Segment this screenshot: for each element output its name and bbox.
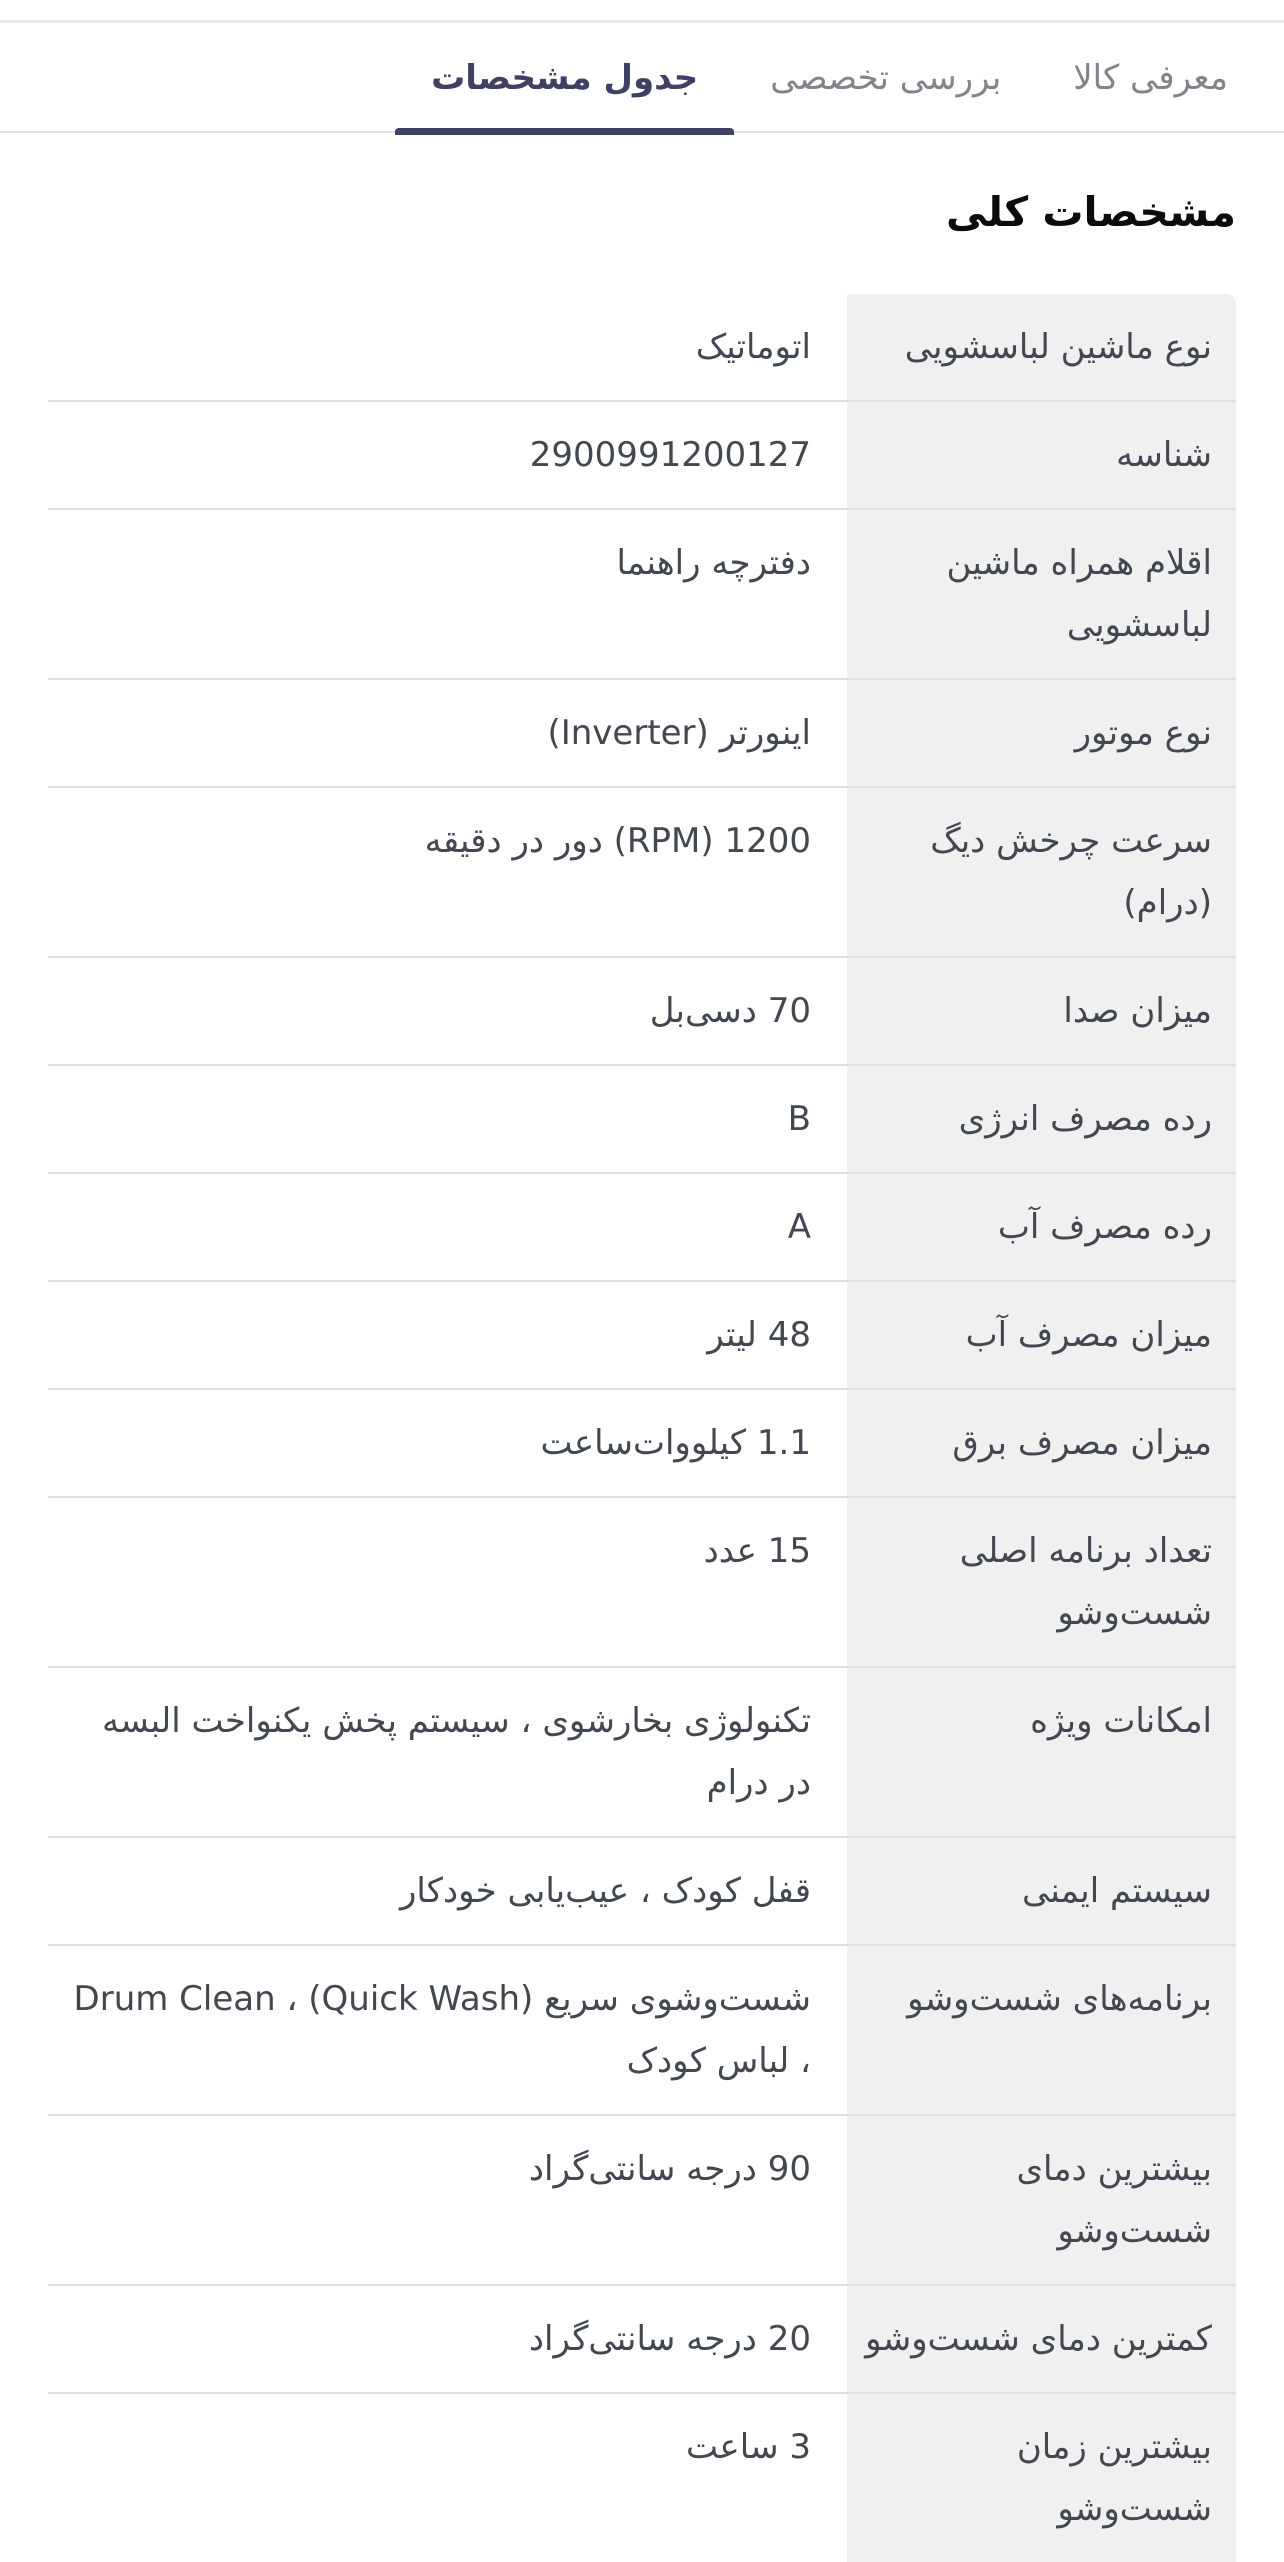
spec-key: شناسه [847, 402, 1236, 508]
spec-value: 90 درجه سانتی‌گراد [528, 2149, 811, 2189]
tab-expert-review[interactable]: بررسی تخصصی [770, 58, 1002, 98]
specifications-table [48, 294, 1236, 2562]
spec-row [48, 1838, 1236, 1946]
spec-value: 2900991200127 [529, 435, 811, 475]
spec-row [48, 788, 1236, 958]
spec-value: اتوماتیک [695, 327, 811, 367]
spec-value: 15 عدد [703, 1531, 811, 1571]
spec-row [48, 2286, 1236, 2394]
spec-row [48, 2394, 1236, 2562]
spec-value: 1200 (RPM) دور در دقیقه [424, 821, 811, 861]
spec-value: اینورتر (Inverter) [547, 713, 811, 753]
product-tabs [0, 23, 1284, 133]
spec-value: 48 لیتر [707, 1315, 811, 1355]
spec-row [48, 510, 1236, 680]
spec-key: سرعت چرخش دیگ (درام) [847, 788, 1236, 956]
spec-row [48, 1498, 1236, 1668]
spec-value: A [787, 1207, 811, 1247]
spec-key: کمترین دمای شست‌وشو [847, 2286, 1236, 2392]
spec-row [48, 680, 1236, 788]
spec-key: اقلام همراه ماشین لباسشویی [847, 510, 1236, 678]
spec-value: قفل کودک ، عیب‌یابی خودکار [400, 1871, 811, 1911]
spec-value: 3 ساعت [686, 2427, 811, 2467]
spec-row [48, 1066, 1236, 1174]
spec-key: امکانات ویژه [847, 1668, 1236, 1836]
spec-value: 20 درجه سانتی‌گراد [528, 2319, 811, 2359]
spec-value: دفترچه راهنما [616, 543, 811, 583]
spec-row [48, 1946, 1236, 2116]
spec-key: نوع موتور [847, 680, 1236, 786]
tab-product-intro[interactable]: معرفی کالا [1073, 58, 1228, 98]
spec-key: تعداد برنامه اصلی شست‌وشو [847, 1498, 1236, 1666]
spec-row [48, 2116, 1236, 2286]
spec-value: 70 دسی‌بل [649, 991, 811, 1031]
spec-key: بیشترین دمای شست‌وشو [847, 2116, 1236, 2284]
spec-value: شست‌وشوی سریع (Quick Wash) ، Drum Clean ، لباس کودک [73, 1979, 811, 2081]
spec-row [48, 1668, 1236, 1838]
spec-key: برنامه‌های شست‌وشو [847, 1946, 1236, 2114]
spec-key: نوع ماشین لباسشویی [847, 294, 1236, 400]
spec-key: بیشترین زمان شست‌وشو [847, 2394, 1236, 2562]
spec-row [48, 1282, 1236, 1390]
spec-key: میزان مصرف آب [847, 1282, 1236, 1388]
spec-key: رده مصرف آب [847, 1174, 1236, 1280]
tab-specifications[interactable]: جدول مشخصات [395, 23, 734, 133]
spec-value: تکنولوژی بخارشوی ، سیستم پخش یکنواخت البسه در درام [102, 1701, 811, 1803]
spec-row [48, 958, 1236, 1066]
spec-key: سیستم ایمنی [847, 1838, 1236, 1944]
spec-key: میزان مصرف برق [847, 1390, 1236, 1496]
spec-key: رده مصرف انرژی [847, 1066, 1236, 1172]
spec-row [48, 1174, 1236, 1282]
section-title: مشخصات کلی [946, 188, 1236, 236]
spec-key: میزان صدا [847, 958, 1236, 1064]
spec-value: B [787, 1099, 811, 1139]
spec-value: 1.1 کیلووات‌ساعت [540, 1423, 811, 1463]
spec-row [48, 1390, 1236, 1498]
spec-row [48, 402, 1236, 510]
spec-row [48, 294, 1236, 402]
